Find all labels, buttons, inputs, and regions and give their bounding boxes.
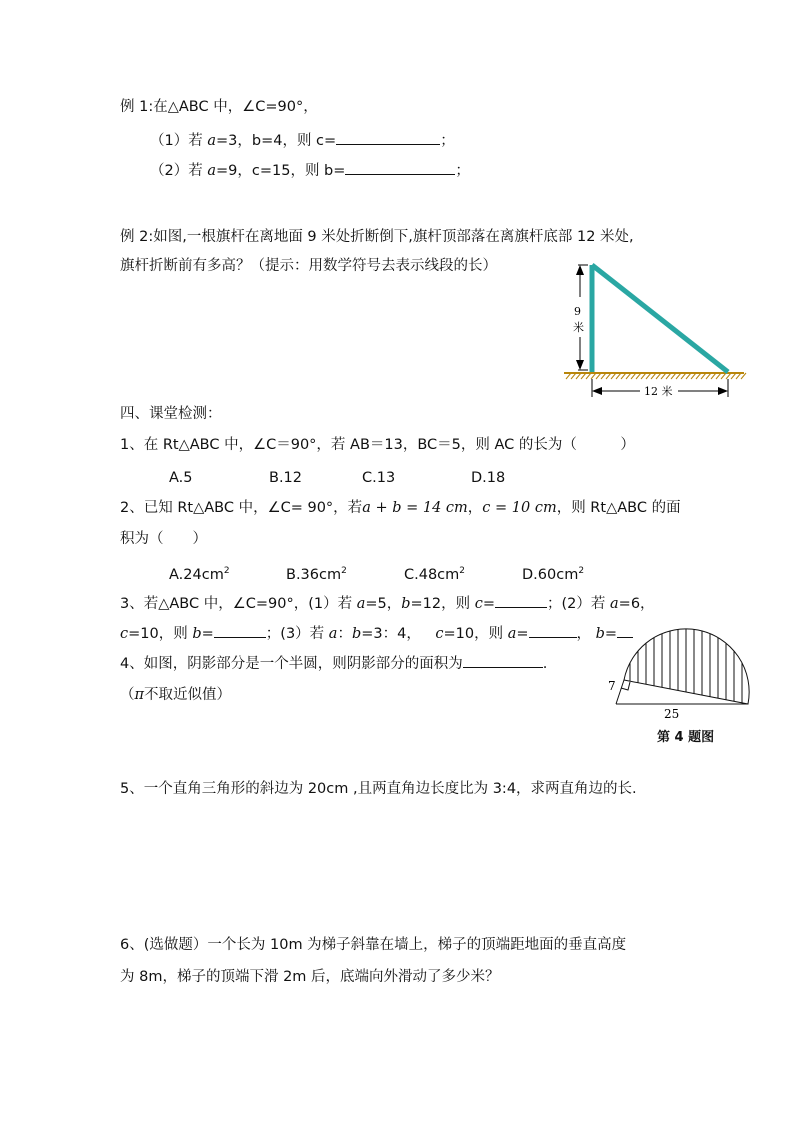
semicircle-figure xyxy=(600,620,760,720)
q2-formula2: c = 10 cm xyxy=(482,500,557,516)
label-25: 25 xyxy=(664,707,680,720)
label-7: 7 xyxy=(608,679,616,693)
q2-option-d: $D.60cm^2$ xyxy=(522,566,585,583)
q1-stem: 1、在 Rt△ABC 中，∠C＝90°，若 AB＝13，BC＝5，则 AC 的长为（ ） xyxy=(120,437,635,453)
q1-option-d: D.18 xyxy=(471,470,506,486)
flagpole-figure xyxy=(560,255,750,405)
q6-line1: 6、(选做题）一个长为 10m 为梯子斜靠在墙上，梯子的顶端距地面的垂直高度 xyxy=(120,937,627,953)
ground-hatch xyxy=(564,373,746,379)
q2-option-c: $C.48cm^2$ xyxy=(404,566,466,583)
q4-line1: 4、如图，阴影部分是一个半圆，则阴影部分的面积为 . xyxy=(120,653,547,674)
height-label-unit: 米 xyxy=(573,321,584,334)
example1-part2: （2）若 a=9，c=15，则 b= ； xyxy=(150,160,470,181)
example2-line1: 例 2:如图,一根旗杆在离地面 9 米处折断倒下,旗杆顶部落在离旗杆底部 12 米处, xyxy=(120,229,634,245)
figure-caption: 第 4 题图 xyxy=(657,730,715,745)
q3-line1: 3、若△ABC 中，∠C=90°，(1）若 a=5，b=12，则 c= ；(2）若 a=6， xyxy=(120,593,655,614)
answer-blank[interactable] xyxy=(214,623,266,638)
answer-blank[interactable] xyxy=(345,160,455,175)
pole-fallen xyxy=(592,265,728,372)
answer-blank[interactable] xyxy=(463,653,543,668)
example1-title: 例 1:在△ABC 中，∠C=90°， xyxy=(120,99,318,115)
answer-blank[interactable] xyxy=(529,623,577,638)
shading-hatch xyxy=(630,620,742,720)
base-label: 12 米 xyxy=(644,385,673,398)
example2-line2: 旗杆折断前有多高？（提示：用数学符号去表示线段的长） xyxy=(120,258,497,274)
q4-line2: （π不取近似值） xyxy=(120,687,232,703)
q2-formula1: a + b = 14 cm xyxy=(362,500,468,516)
answer-blank[interactable] xyxy=(336,130,440,145)
q2-option-b: $B.36cm^2$ xyxy=(286,566,347,583)
q2-line1: 2、已知 Rt△ABC 中，∠C= 90°，若a + b = 14 cm，c = 10 cm，则 Rt△ABC 的面 xyxy=(120,500,681,516)
example1-part1: （1）若 a=3，b=4，则 c= ； xyxy=(150,130,455,151)
q3-line2: c=10，则 b= ；(3）若 a：b=3：4， c=10，则 a= ， b= xyxy=(120,623,633,644)
q2-line2: 积为（ ） xyxy=(120,531,207,547)
q1-option-a: A.5 xyxy=(169,470,193,486)
q5-text: 5、一个直角三角形的斜边为 20cm ,且两直角边长度比为 3:4，求两直角边的长. xyxy=(120,781,637,797)
q6-line2: 为 8m，梯子的顶端下滑 2m 后，底端向外滑动了多少米？ xyxy=(120,969,500,985)
answer-blank[interactable] xyxy=(495,593,547,608)
section4-heading: 四、课堂检测： xyxy=(120,406,222,422)
leg-7 xyxy=(616,680,624,704)
semicircle-outline xyxy=(624,629,749,704)
height-label-num: 9 xyxy=(574,305,581,318)
q2-option-a: $A.24cm^2$ xyxy=(169,566,230,583)
q1-option-b: B.12 xyxy=(269,470,303,486)
q1-option-c: C.13 xyxy=(362,470,396,486)
